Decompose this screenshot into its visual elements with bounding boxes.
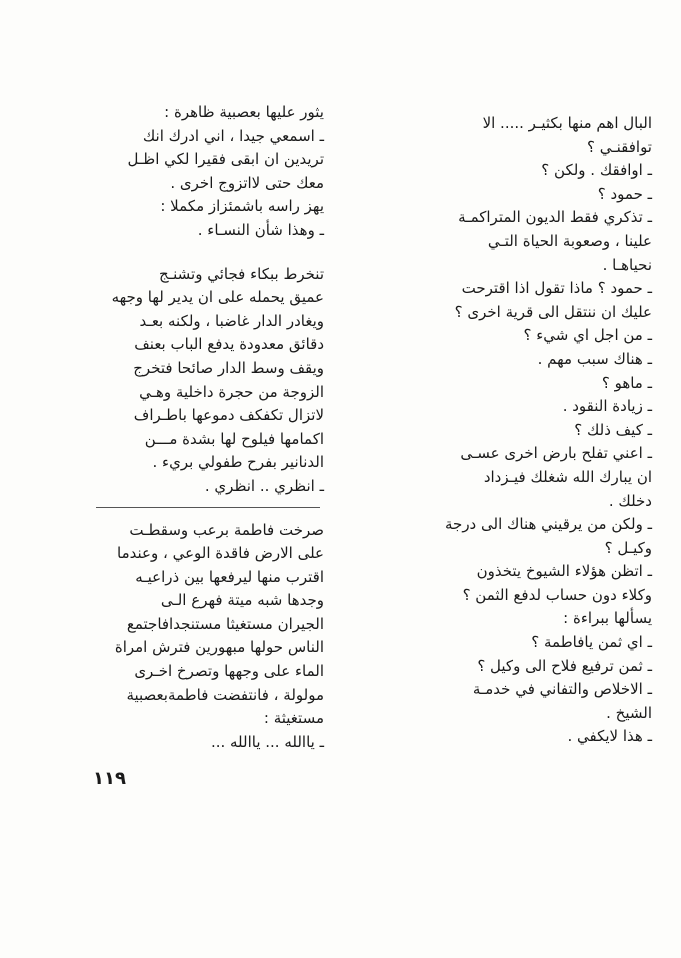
text-line: تريدين ان ابقى فقيرا لكي اظـل <box>127 150 324 169</box>
text-line: ـ اتظن هؤلاء الشيوخ يتخذون <box>476 562 652 581</box>
text-line: ـ هذا لايكفي . <box>567 727 652 746</box>
text-line: وجدها شبه ميتة فهرع الـى <box>160 591 324 610</box>
text-line: صرخت فاطمة برعب وسقطـت <box>129 520 324 539</box>
text-line: ـ تذكري فقط الديون المتراكمـة <box>458 208 652 227</box>
text-line: ـ كيف ذلك ؟ <box>574 420 652 439</box>
text-line: ـ هناك سبب مهم . <box>537 349 652 368</box>
text-line: وكلاء دون حساب لدفع الثمن ؟ <box>462 585 652 604</box>
paragraph-gap <box>88 243 324 263</box>
text-line: ان يبارك الله شغلك فيـزداد <box>483 467 652 486</box>
paragraph <box>88 519 324 755</box>
text-line: ـ اوافقك . ولكن ؟ <box>541 161 652 180</box>
text-line: علينا ، وصعوبة الحياة التـي <box>487 231 652 250</box>
text-line: الشيخ . <box>606 703 652 722</box>
text-line: ـ ياالله ... ياالله ... <box>210 732 324 751</box>
text-line: عميق يحمله على ان يدير لها وجهه <box>111 288 324 307</box>
text-line: نحياهـا . <box>602 255 652 274</box>
text-line: مولولة ، فانتفضت فاطمةبعصبية <box>126 685 324 704</box>
text-line: البال اهم منها بكثيـر ..... الا <box>482 114 652 132</box>
text-line: يثور عليها بعصبية ظاهرة : <box>164 103 324 121</box>
text-line: وكيـل ؟ <box>604 538 652 557</box>
text-line: ـ وهذا شأن النسـاء . <box>197 220 324 239</box>
text-line: توافقنـي ؟ <box>586 137 652 156</box>
text-line: الدنانير بفرح طفولي بريء . <box>152 453 324 472</box>
paragraph <box>88 101 324 243</box>
text-line: ـ ولكن من يرقيني هناك الى درجة <box>445 515 652 534</box>
text-line: الجيران مستغيثا مستنجدافاجتمع <box>126 614 324 633</box>
text-line: دقائق معدودة يدفع الباب بعنف <box>134 335 324 354</box>
text-line: ـ انظري .. انظري . <box>204 476 324 495</box>
text-line: مستغيثة : <box>263 709 324 728</box>
text-line: يسألها ببراءة : <box>563 609 652 628</box>
text-line: الناس حولها مبهورين فترش امراة <box>114 638 324 657</box>
text-line: ويغادر الدار غاضبا ، ولكنه بعـد <box>139 311 324 330</box>
text-line: تنخرط ببكاء فجائي وتشنـج <box>159 264 324 283</box>
text-line: اكمامها فيلوح لها بشدة مـــن <box>144 429 324 448</box>
text-line: الماء على وجهها وتصرخ اخـرى <box>134 662 324 681</box>
text-line: ـ حمود ؟ ماذا تقول اذا اقترحت <box>461 279 652 298</box>
text-line: ـ اسمعي جيدا ، اني ادرك انك <box>142 126 324 145</box>
text-line: ـ اعني تفلح بارض اخرى عسـى <box>460 444 652 463</box>
text-line: ـ الاخلاص والتفاني في خدمـة <box>472 680 652 699</box>
text-line: ـ زيادة النقود . <box>562 397 652 416</box>
text-line: ـ اي ثمن يافاطمة ؟ <box>531 633 652 652</box>
paragraph-gap <box>88 499 324 519</box>
text-line: لاتزال تكفكف دموعها باطـراف <box>133 406 324 425</box>
text-line: ـ ماهو ؟ <box>601 373 652 392</box>
text-line: عليك ان ننتقل الى قرية اخرى ؟ <box>454 302 652 321</box>
text-line: ـ ثمن ترفيع فلاح الى وكيل ؟ <box>477 656 652 675</box>
section-divider <box>96 507 320 508</box>
page-number: ١١٩ <box>93 768 126 789</box>
text-line: دخلك . <box>608 491 652 510</box>
text-line: ـ من اجل اي شيء ؟ <box>523 326 652 345</box>
text-line: ـ حمود ؟ <box>597 184 652 203</box>
paragraph <box>88 263 324 499</box>
text-line: الزوجة من حجرة داخلية وهـي <box>139 382 324 401</box>
right-text-column <box>352 112 652 749</box>
text-line: ويقف وسط الدار صائحا فتخرج <box>133 358 324 377</box>
left-text-column <box>88 101 324 754</box>
text-line: معك حتى لااتزوج اخرى . <box>170 173 324 192</box>
text-line: اقترب منها ليرفعها بين ذراعيـه <box>135 567 324 586</box>
text-line: على الارض فاقدة الوعي ، وعندما <box>117 544 324 563</box>
text-line: يهز راسه باشمئزاز مكملا : <box>160 197 324 216</box>
